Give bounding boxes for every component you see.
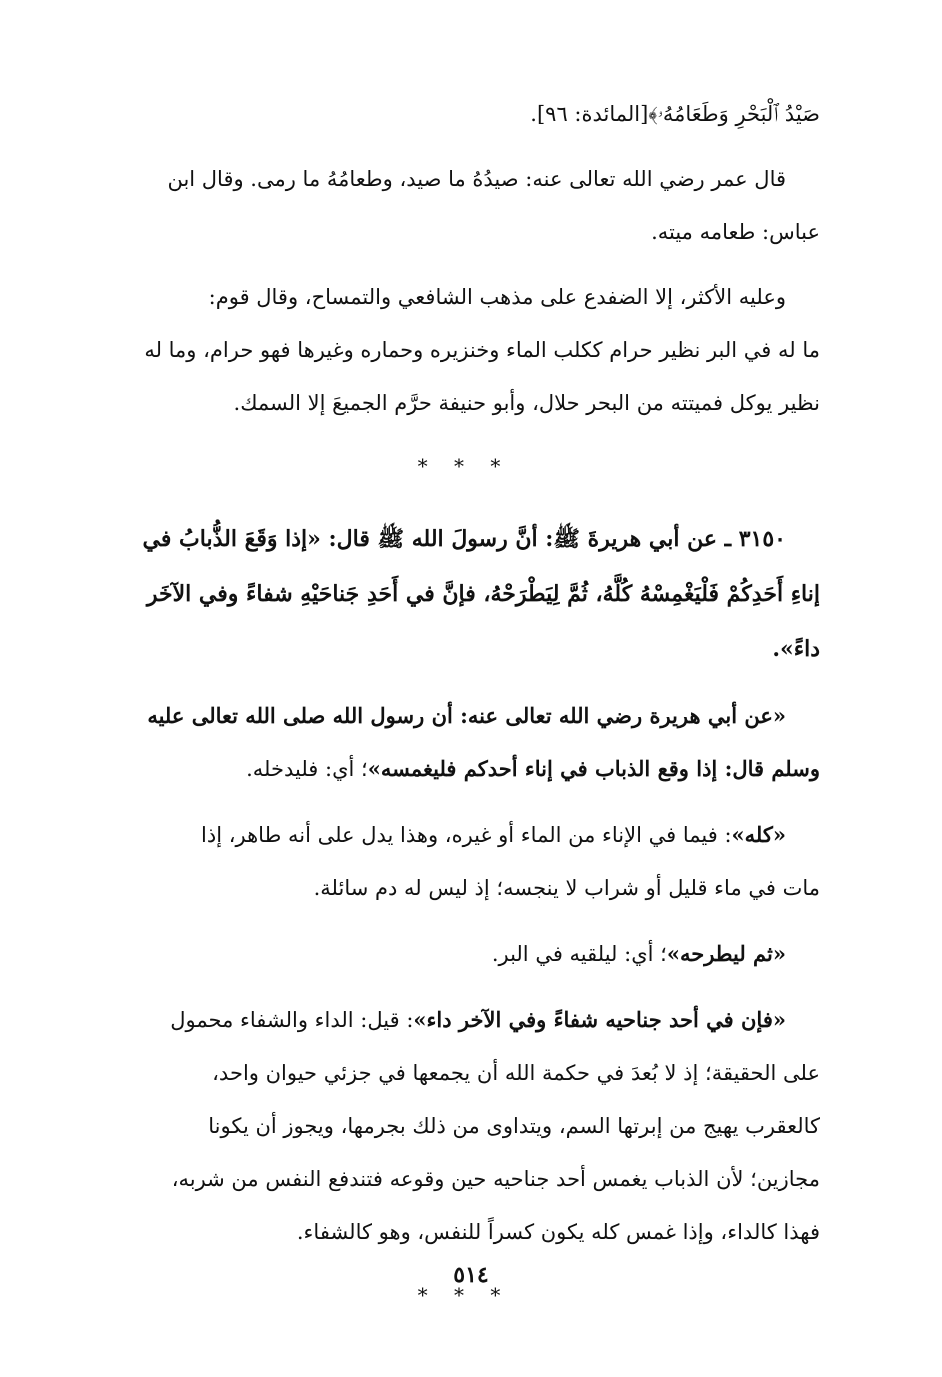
section-separator: * * * (417, 454, 511, 478)
text-line: نظير يوكل فميتته من البحر حلال، وأبو حنيفة حرَّم الجميعَ إلا السمك. (233, 391, 820, 415)
text-line: داءً». (772, 636, 820, 662)
explanation: ؛ أي: ليلقيه في البر. (491, 942, 667, 966)
commentary-yatrahu (108, 927, 820, 981)
text-line: ما له في البر نظير حرام ككلب الماء وخنزيره وحماره وغيرها فهو حرام، وما له (144, 338, 820, 362)
quoted-phrase: وسلم قال: إذا وقع الذباب في إناء أحدكم فليغمسه» (367, 756, 820, 781)
hadith-3150 (108, 512, 820, 677)
quoted-phrase: «فإن في أحد جناحيه شفاءً وفي الآخر داء» (413, 1007, 786, 1032)
text-line: «عن أبي هريرة رضي الله تعالى عنه: أن رسول الله صلى الله تعالى عليه (147, 703, 786, 728)
text-line: عباس: طعامه ميته. (651, 220, 820, 244)
quoted-phrase: «ثم ليطرحه» (666, 941, 786, 966)
page-number: ٥١٤ (453, 1262, 489, 1288)
text-line: ٣١٥٠ ـ عن أبي هريرةَ ﷺ: أنَّ رسولَ الله ﷺ قال: «إذا وَقَعَ الذُّبابُ في (142, 526, 786, 552)
commentary-wings (108, 993, 820, 1259)
page-body (108, 88, 820, 1341)
explanation: : قيل: الداء والشفاء محمول (170, 1008, 414, 1032)
quoted-phrase: «كله» (731, 822, 786, 847)
text-line (108, 808, 820, 862)
paragraph-majority (108, 271, 820, 430)
text-line (108, 927, 820, 981)
text-line: مات في ماء قليل أو شراب لا ينجسه؛ إذ ليس له دم سائلة. (313, 876, 820, 900)
section-separator: * * * (417, 1283, 511, 1307)
text-line: مجازين؛ لأن الذباب يغمس أحد جناحيه حين وقوعه فتندفع النفس من شربه، (171, 1167, 820, 1191)
commentary-kullahu (108, 808, 820, 915)
verse-line (108, 88, 820, 141)
text-line: قال عمر رضي الله تعالى عنه: صيدُهُ ما صيد، وطعامُهُ ما رمى. وقال ابن (167, 167, 786, 191)
text-line: فهذا كالداء، وإذا غمس كله يكون كسراً للنفس، وهو كالشفاء. (296, 1220, 820, 1244)
explanation: : فيما في الإناء من الماء أو غيره، وهذا يدل على أنه طاهر، إذا (201, 823, 732, 847)
text-line: صَيْدُ ٱلْبَحْرِ وَطَعَامُهُۥ﴾[المائدة: ٩٦]. (530, 102, 820, 126)
explanation: ؛ أي: فليدخله. (246, 757, 368, 781)
text-line: على الحقيقة؛ إذ لا بُعدَ في حكمة الله أن يجمعها في جزئي حيوان واحد، (212, 1061, 820, 1085)
paragraph-umar (108, 153, 820, 259)
text-line: إناءِ أَحَدِكُمْ فَلْيَغْمِسْهُ كُلَّهُ، ثُمَّ لِيَطْرَحْهُ، فإنَّ في أَحَدِ جَناحَيْهِ شفاءً وفي الآخَر (146, 581, 820, 607)
text-line: وعليه الأكثر، إلا الضفدع على مذهب الشافعي والتمساح، وقال قوم: (208, 285, 786, 309)
text-line (108, 993, 820, 1047)
commentary-narrator (108, 689, 820, 796)
text-line (108, 742, 820, 796)
text-line: كالعقرب يهيج من إبرتها السم، ويتداوى من ذلك بجرمها، ويجوز أن يكونا (208, 1114, 820, 1138)
